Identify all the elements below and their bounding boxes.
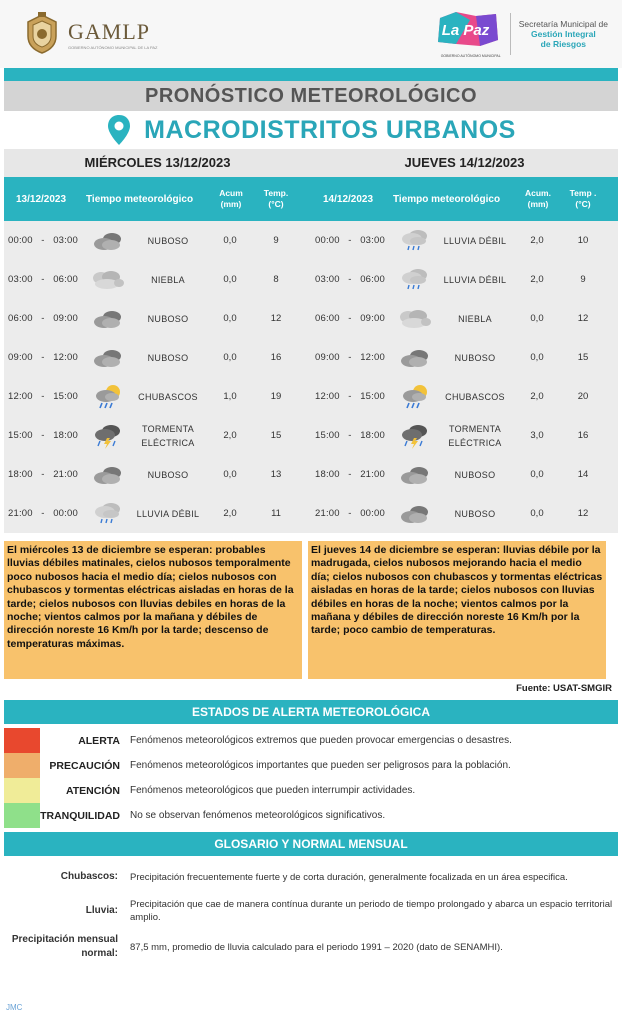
summary-day-0: El miércoles 13 de diciembre se esperan: probables lluvias débiles matinales, cielos nubosos temporalmente poco nubosos hacia el medio día; cielos nubosos con chubascos y tormentas eléctricas aisladas en horas de la tarde; cielos nubosos con lluvias debiles en horas de la noche; vientos calmos por la mañana y débiles de dirección noreste 16 Km/h por la tarde; descenso de temperaturas máximas. — [4, 541, 302, 679]
source-note: Fuente: USAT-SMGIR — [516, 683, 612, 694]
alert-color-swatch — [4, 728, 40, 753]
time-from: 00:00 — [315, 235, 340, 246]
time-to: 12:00 — [360, 352, 385, 363]
weather-desc: NIEBLA — [458, 313, 492, 324]
time-from: 09:00 — [315, 352, 340, 363]
table-header — [4, 177, 311, 221]
org-name: GAMLP — [68, 18, 151, 44]
time-range: 00:00 - 03:00 — [8, 235, 78, 246]
cloudy-icon — [88, 464, 128, 486]
time-range: 06:00 - 09:00 — [8, 313, 78, 324]
time-range: 00:00 - 03:00 — [315, 235, 385, 246]
credit: JMC — [6, 1003, 23, 1012]
glossary-row — [4, 894, 618, 928]
time-range: 15:00 - 18:00 — [315, 430, 385, 441]
time-from: 21:00 — [315, 508, 340, 519]
alert-label: TRANQUILIDAD — [40, 809, 120, 822]
thunderstorm-icon — [88, 423, 128, 449]
time-to: 18:00 — [360, 430, 385, 441]
light-rain-icon — [88, 501, 128, 527]
light-rain-icon — [395, 267, 435, 293]
glossary-definition: Precipitación que cae de manera contínua durante un periodo de tiempo prolongado y abarca un espacio territorial amplio. — [130, 899, 613, 923]
weather-desc: NIEBLA — [151, 274, 185, 285]
alert-description: Fenómenos meteorológicos importantes que pueden ser peligrosos para la población. — [130, 760, 511, 771]
acum-column-header: Acum. (mm) — [525, 188, 551, 209]
table-row — [4, 416, 311, 455]
weather-desc: NUBOSO — [147, 235, 189, 246]
table-body — [311, 221, 618, 533]
acum-column-header: Acum (mm) — [219, 188, 243, 209]
weather-desc: CHUBASCOS — [138, 391, 198, 402]
time-from: 06:00 — [315, 313, 340, 324]
weather-desc: TORMENTA ELÉCTRICA — [448, 423, 502, 448]
fog-icon — [395, 308, 435, 330]
time-range: 15:00 - 18:00 — [8, 430, 78, 441]
temp-value: 15 — [577, 352, 589, 363]
weather-desc: NUBOSO — [454, 508, 496, 519]
temp-value: 15 — [270, 430, 282, 441]
temp-value: 8 — [273, 274, 279, 285]
date-column-header: 13/12/2023 — [16, 193, 67, 205]
table-header — [311, 177, 618, 221]
time-from: 00:00 — [8, 235, 33, 246]
time-to: 09:00 — [53, 313, 78, 324]
table-row — [311, 260, 618, 299]
forecast-tables — [4, 149, 618, 533]
time-range: 09:00 - 12:00 — [8, 352, 78, 363]
alert-level-row — [4, 778, 618, 803]
acum-value: 0,0 — [530, 469, 544, 480]
time-to: 21:00 — [53, 469, 78, 480]
page-title: PRONÓSTICO METEOROLÓGICO — [4, 81, 618, 111]
alert-level-row — [4, 753, 618, 778]
secretaria-name — [519, 19, 608, 49]
day-0 — [4, 149, 311, 533]
time-to: 21:00 — [360, 469, 385, 480]
temp-value: 14 — [577, 469, 589, 480]
acum-value: 0,0 — [530, 352, 544, 363]
weather-desc: NUBOSO — [454, 469, 496, 480]
alert-level-row — [4, 803, 618, 828]
cloudy-icon — [88, 308, 128, 330]
acum-value: 2,0 — [530, 235, 544, 246]
table-row — [311, 455, 618, 494]
time-from: 15:00 — [8, 430, 33, 441]
table-row — [311, 416, 618, 455]
weather-desc: NUBOSO — [147, 352, 189, 363]
temp-column-header: Temp . (°C) — [569, 188, 597, 209]
temp-value: 19 — [270, 391, 282, 402]
day-1 — [311, 149, 618, 533]
acum-value: 2,0 — [223, 508, 237, 519]
acum-value: 0,0 — [223, 313, 237, 324]
thunderstorm-icon — [395, 423, 435, 449]
temp-value: 11 — [271, 508, 281, 519]
acum-value: 2,0 — [530, 274, 544, 285]
time-to: 06:00 — [360, 274, 385, 285]
weather-desc: LLUVIA DÉBIL — [443, 274, 507, 285]
time-to: 15:00 — [360, 391, 385, 402]
table-row — [4, 299, 311, 338]
glossary-row — [4, 928, 618, 966]
subtitle: MACRODISTRITOS URBANOS — [144, 115, 516, 144]
time-range: 06:00 - 09:00 — [315, 313, 385, 324]
sun-shower-icon — [395, 384, 435, 410]
temp-value: 12 — [270, 313, 282, 324]
time-from: 12:00 — [315, 391, 340, 402]
la-paz-text: La Paz — [441, 22, 490, 39]
time-from: 15:00 — [315, 430, 340, 441]
alert-color-swatch — [4, 803, 40, 828]
cloudy-icon — [395, 464, 435, 486]
summary-day-1: El jueves 14 de diciembre se esperan: lluvias débile por la madrugada, cielos nubosos mejorando hacia el medio día; cielos nubosos con chubascos y tormentas eléctricas aisladas en horas de la tarde; cielos nubosos con lluvias débiles en horas de la noche; vientos calmos por la mañana y débiles de dirección noreste 16 Km/h por la tarde; poco cambio de temperaturas. — [308, 541, 606, 679]
time-range: 21:00 - 00:00 — [315, 508, 385, 519]
time-range: 18:00 - 21:00 — [315, 469, 385, 480]
table-row — [311, 299, 618, 338]
temp-value: 9 — [580, 274, 586, 285]
temp-value: 20 — [577, 391, 589, 402]
cloudy-icon — [395, 347, 435, 369]
secretaria-line2: Gestión Integral — [530, 29, 596, 39]
time-range: 09:00 - 12:00 — [315, 352, 385, 363]
table-row — [311, 338, 618, 377]
acum-value: 0,0 — [223, 274, 237, 285]
time-range: 03:00 - 06:00 — [8, 274, 78, 285]
temp-value: 12 — [577, 313, 589, 324]
secretaria-line1: Secretaría Municipal de — [518, 19, 608, 29]
table-row — [4, 260, 311, 299]
weather-column-header: Tiempo meteorológico — [393, 193, 501, 205]
alerts-title: ESTADOS DE ALERTA METEOROLÓGICA — [4, 700, 618, 724]
time-range: 03:00 - 06:00 — [315, 274, 385, 285]
date-column-header: 14/12/2023 — [323, 193, 374, 205]
time-from: 18:00 — [8, 469, 33, 480]
table-row — [4, 221, 311, 260]
time-from: 21:00 — [8, 508, 33, 519]
acum-value: 3,0 — [530, 430, 544, 441]
time-from: 03:00 — [8, 274, 33, 285]
alert-description: Fenómenos meteorológicos que pueden interrumpir actividades. — [130, 785, 416, 796]
time-from: 06:00 — [8, 313, 33, 324]
temp-value: 16 — [270, 352, 282, 363]
temp-value: 12 — [577, 508, 589, 519]
time-to: 12:00 — [53, 352, 78, 363]
org-subtitle: GOBIERNO AUTÓNOMO MUNICIPAL DE LA PAZ — [68, 44, 158, 50]
time-to: 15:00 — [53, 391, 78, 402]
temp-value: 13 — [270, 469, 282, 480]
weather-desc: NUBOSO — [147, 313, 189, 324]
alert-description: No se observan fenómenos meteorológicos significativos. — [130, 810, 386, 821]
temp-value: 16 — [577, 430, 589, 441]
weather-desc: LLUVIA DÉBIL — [443, 235, 507, 246]
glossary-title: GLOSARIO Y NORMAL MENSUAL — [4, 832, 618, 856]
weather-desc: CHUBASCOS — [445, 391, 505, 402]
acum-value: 0,0 — [223, 469, 237, 480]
acum-value: 0,0 — [223, 235, 237, 246]
weather-desc: NUBOSO — [147, 469, 189, 480]
cloudy-icon — [88, 230, 128, 252]
acum-value: 0,0 — [530, 313, 544, 324]
alert-color-swatch — [4, 778, 40, 803]
time-from: 18:00 — [315, 469, 340, 480]
time-from: 12:00 — [8, 391, 33, 402]
glossary-definition: Precipitación frecuentemente fuerte y de corta duración, generalmente focalizada en un área especifica. — [130, 871, 568, 883]
weather-desc: NUBOSO — [454, 352, 496, 363]
acum-value: 0,0 — [223, 352, 237, 363]
time-range: 21:00 - 00:00 — [8, 508, 78, 519]
glossary-term: Lluvia: — [85, 905, 118, 916]
cloudy-icon — [88, 347, 128, 369]
la-paz-sub: GOBIERNO AUTÓNOMO MUNICIPAL — [440, 54, 501, 58]
time-range: 18:00 - 21:00 — [8, 469, 78, 480]
acum-value: 2,0 — [223, 430, 237, 441]
glossary — [4, 860, 618, 966]
time-to: 06:00 — [53, 274, 78, 285]
time-to: 00:00 — [53, 508, 78, 519]
secretaria-line3: de Riesgos — [540, 39, 587, 49]
teal-band — [4, 68, 618, 81]
time-range: 12:00 - 15:00 — [8, 391, 78, 402]
alerts-legend — [4, 728, 618, 828]
time-from: 03:00 — [315, 274, 340, 285]
daily-summaries — [4, 541, 618, 679]
coat-of-arms-icon — [22, 12, 62, 56]
time-to: 00:00 — [360, 508, 385, 519]
light-rain-icon — [395, 228, 435, 254]
acum-value: 0,0 — [530, 508, 544, 519]
table-row — [311, 221, 618, 260]
glossary-term: Chubascos: — [60, 871, 118, 882]
fog-icon — [88, 269, 128, 291]
temp-column-header: Temp. (°C) — [263, 188, 289, 209]
table-row — [311, 377, 618, 416]
glossary-row — [4, 860, 618, 894]
weather-desc: TORMENTA ELÉCTRICA — [141, 423, 195, 448]
time-range: 12:00 - 15:00 — [315, 391, 385, 402]
acum-value: 1,0 — [223, 391, 237, 402]
acum-value: 2,0 — [530, 391, 544, 402]
la-paz-logo — [436, 10, 502, 58]
alert-label: ALERTA — [78, 734, 120, 747]
cloudy-icon — [395, 503, 435, 525]
subtitle-row — [4, 111, 618, 149]
table-row — [4, 377, 311, 416]
time-from: 09:00 — [8, 352, 33, 363]
location-pin-icon — [106, 114, 132, 146]
time-to: 03:00 — [360, 235, 385, 246]
alert-color-swatch — [4, 753, 40, 778]
table-row — [4, 338, 311, 377]
glossary-definition: 87,5 mm, promedio de lluvia calculado para el periodo 1991 – 2020 (dato de SENAMHI). — [130, 941, 503, 953]
alert-label: ATENCIÓN — [65, 784, 120, 797]
day-title: MIÉRCOLES 13/12/2023 — [4, 149, 311, 177]
day-title: JUEVES 14/12/2023 — [311, 149, 618, 177]
time-to: 03:00 — [53, 235, 78, 246]
header — [0, 0, 622, 68]
weather-desc: LLUVIA DÉBIL — [136, 508, 200, 519]
table-body — [4, 221, 311, 533]
alert-description: Fenómenos meteorológicos extremos que pueden provocar emergencias o desastres. — [130, 735, 512, 746]
temp-value: 10 — [577, 235, 589, 246]
time-to: 09:00 — [360, 313, 385, 324]
alert-label: PRECAUCIÓN — [49, 759, 120, 772]
glossary-term: Precipitación mensual normal: — [11, 934, 118, 959]
table-row — [4, 455, 311, 494]
table-row — [311, 494, 618, 533]
divider — [510, 13, 511, 55]
secretaria-logos — [436, 10, 608, 58]
time-to: 18:00 — [53, 430, 78, 441]
table-row — [4, 494, 311, 533]
alert-level-row — [4, 728, 618, 753]
weather-column-header: Tiempo meteorológico — [86, 193, 194, 205]
temp-value: 9 — [273, 235, 279, 246]
sun-shower-icon — [88, 384, 128, 410]
gamlp-logo — [22, 12, 158, 56]
